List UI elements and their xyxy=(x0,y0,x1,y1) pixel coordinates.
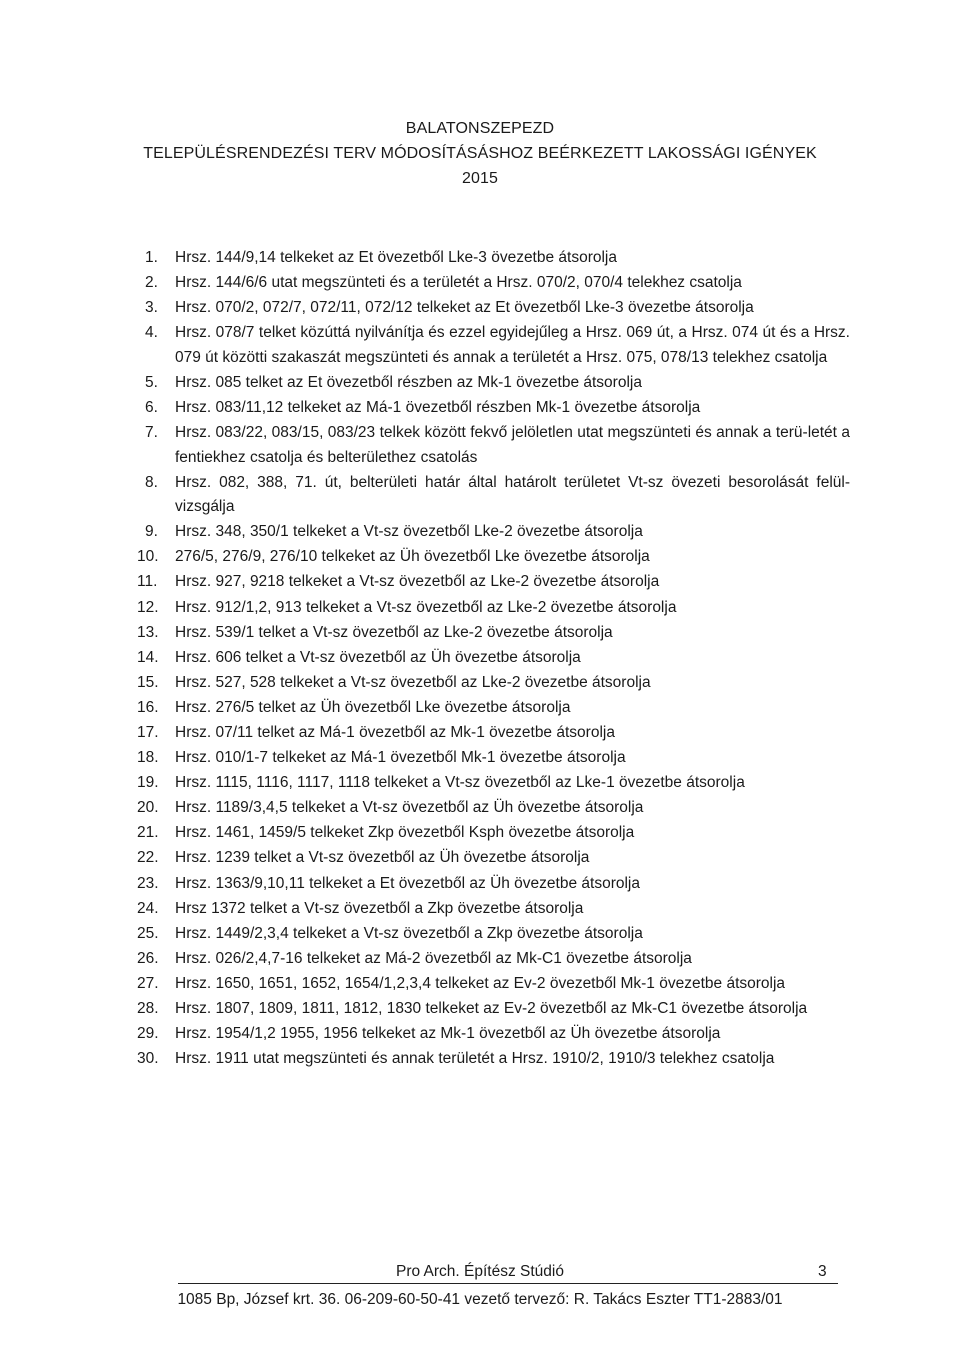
item-number: 20. xyxy=(137,799,159,817)
list-item xyxy=(0,520,960,545)
item-number: 15. xyxy=(137,673,159,691)
item-number: 9. xyxy=(145,523,158,541)
item-text: Hrsz. 1461, 1459/5 telkeket Zkp övezetből Ksph övezetbe átsorolja xyxy=(175,824,635,842)
item-text: Hrsz. 085 telket az Et övezetből részben az Mk-1 övezetbe átsorolja xyxy=(175,373,642,391)
item-text: Hrsz. 078/7 telket közúttá nyilvánítja és ezzel egyidejűleg a Hrsz. 069 út, a Hrsz. 074 út és a Hrsz. 079 út közötti szakaszát megszünteti és annak a területét a Hrsz. 075, 078/13 telekhez csatolja xyxy=(175,324,850,366)
footer-address: 1085 Bp, József krt. 36. 06-209-60-50-41 vezető tervező: R. Takács Eszter TT1-2883/01 xyxy=(177,1291,783,1308)
item-number: 22. xyxy=(137,849,159,867)
list-item xyxy=(0,771,960,796)
list-item xyxy=(0,421,960,470)
item-text: Hrsz. 026/2,4,7-16 telkeket az Má-2 övezetből az Mk-C1 övezetbe átsorolja xyxy=(175,949,692,967)
item-text: Hrsz. 927, 9218 telkeket a Vt-sz övezetből az Lke-2 övezetbe átsorolja xyxy=(175,573,660,591)
item-text: Hrsz. 1954/1,2 1955, 1956 telkeket az Mk-1 övezetből az Üh övezetbe átsorolja xyxy=(175,1025,721,1043)
item-text: Hrsz. 276/5 telket az Üh övezetből Lke övezetbe átsorolja xyxy=(175,698,571,716)
item-number: 28. xyxy=(137,1000,159,1018)
item-number: 23. xyxy=(137,874,159,892)
list-item xyxy=(0,997,960,1022)
list-item xyxy=(0,922,960,947)
item-text: Hrsz. 144/6/6 utat megszünteti és a területét a Hrsz. 070/2, 070/4 telekhez csatolja xyxy=(175,274,742,292)
municipality-name: BALATONSZEPEZD xyxy=(405,120,555,137)
item-text: Hrsz. 606 telket a Vt-sz övezetből az Üh övezetbe átsorolja xyxy=(175,648,581,666)
item-number: 6. xyxy=(145,398,158,416)
item-number: 7. xyxy=(145,424,158,442)
item-number: 10. xyxy=(137,548,159,566)
item-number: 25. xyxy=(137,924,159,942)
list-item xyxy=(0,471,960,520)
item-text: Hrsz. 1449/2,3,4 telkeket a Vt-sz övezetből a Zkp övezetbe átsorolja xyxy=(175,924,643,942)
footer-divider xyxy=(178,1283,838,1284)
list-item xyxy=(0,646,960,671)
item-text: Hrsz. 1239 telket a Vt-sz övezetből az Üh övezetbe átsorolja xyxy=(175,849,590,867)
list-item xyxy=(0,321,960,370)
item-number: 27. xyxy=(137,974,159,992)
item-number: 17. xyxy=(137,724,159,741)
item-text: Hrsz. 010/1-7 telkeket az Má-1 övezetből Mk-1 övezetbe átsorolja xyxy=(175,749,626,767)
item-number: 18. xyxy=(137,749,159,767)
item-text: Hrsz. 1911 utat megszünteti és annak területét a Hrsz. 1910/2, 1910/3 telekhez csatolja xyxy=(175,1050,775,1068)
list-item xyxy=(0,271,960,296)
item-text: Hrsz. 1807, 1809, 1811, 1812, 1830 telkeket az Ev-2 övezetből az Mk-C1 övezetbe átsorolja xyxy=(175,1000,808,1018)
item-number: 14. xyxy=(137,648,159,666)
item-text: 276/5, 276/9, 276/10 telkeket az Üh övezetből Lke övezetbe átsorolja xyxy=(175,548,650,566)
document-year: 2015 xyxy=(462,170,498,187)
list-item xyxy=(0,821,960,846)
item-text: Hrsz. 912/1,2, 913 telkeket a Vt-sz övezetből az Lke-2 övezetbe átsorolja xyxy=(175,598,677,616)
item-number: 8. xyxy=(145,473,158,491)
list-item xyxy=(0,746,960,771)
item-number: 12. xyxy=(137,598,159,616)
list-item xyxy=(0,396,960,421)
item-number: 19. xyxy=(137,774,159,792)
item-number: 1. xyxy=(145,249,158,266)
request-list xyxy=(0,246,960,1072)
item-text: Hrsz. 1363/9,10,11 telkeket a Et övezetből az Üh övezetbe átsorolja xyxy=(175,874,640,892)
item-number: 30. xyxy=(137,1050,159,1068)
item-number: 5. xyxy=(145,373,158,391)
item-number: 11. xyxy=(137,573,158,591)
item-text: Hrsz. 083/22, 083/15, 083/23 telkek között fekvő jelöletlen utat megszünteti és annak a terü-letét a fentiekhez csatolja és belterülethez csatolás xyxy=(175,424,850,466)
list-item xyxy=(0,796,960,821)
list-item xyxy=(0,246,960,271)
item-number: 16. xyxy=(137,698,159,716)
item-text: Hrsz. 348, 350/1 telkeket a Vt-sz övezetből Lke-2 övezetbe átsorolja xyxy=(175,523,643,541)
list-item xyxy=(0,846,960,871)
list-item xyxy=(0,545,960,570)
item-number: 4. xyxy=(145,324,158,342)
list-item xyxy=(0,696,960,721)
list-item xyxy=(0,621,960,646)
item-text: Hrsz. 07/11 telket az Má-1 övezetből az Mk-1 övezetbe átsorolja xyxy=(175,724,615,741)
item-text: Hrsz. 144/9,14 telkeket az Et övezetből Lke-3 övezetbe átsorolja xyxy=(175,249,617,266)
item-text: Hrsz. 539/1 telket a Vt-sz övezetből az Lke-2 övezetbe átsorolja xyxy=(175,623,613,641)
item-text: Hrsz 1372 telket a Vt-sz övezetből a Zkp övezetbe átsorolja xyxy=(175,899,584,917)
list-item xyxy=(0,1047,960,1072)
item-text: Hrsz. 070/2, 072/7, 072/11, 072/12 telkeket az Et övezetből Lke-3 övezetbe átsorolja xyxy=(175,299,754,317)
item-number: 26. xyxy=(137,949,159,967)
item-number: 13. xyxy=(137,623,159,641)
item-number: 2. xyxy=(145,274,158,292)
list-item xyxy=(0,721,960,746)
page-number: 3 xyxy=(818,1263,827,1280)
list-item xyxy=(0,371,960,396)
document-header xyxy=(0,116,960,191)
item-text: Hrsz. 083/11,12 telkeket az Má-1 övezetből részben Mk-1 övezetbe átsorolja xyxy=(175,398,701,416)
list-item xyxy=(0,972,960,997)
item-number: 29. xyxy=(137,1025,159,1043)
list-item xyxy=(0,671,960,696)
item-text: Hrsz. 527, 528 telkeket a Vt-sz övezetből az Lke-2 övezetbe átsorolja xyxy=(175,673,651,691)
item-text: Hrsz. 1189/3,4,5 telkeket a Vt-sz övezetből az Üh övezetbe átsorolja xyxy=(175,799,644,817)
list-item xyxy=(0,947,960,972)
list-item xyxy=(0,570,960,595)
item-number: 24. xyxy=(137,899,159,917)
list-item xyxy=(0,296,960,321)
list-item xyxy=(0,897,960,922)
item-text: Hrsz. 1115, 1116, 1117, 1118 telkeket a Vt-sz övezetből az Lke-1 övezetbe átsorolja xyxy=(175,774,745,792)
item-text: Hrsz. 082, 388, 71. út, belterületi határ által határolt területet Vt-sz övezeti besorolását felül-vizsgálja xyxy=(175,473,850,516)
item-number: 21. xyxy=(137,824,159,842)
item-text: Hrsz. 1650, 1651, 1652, 1654/1,2,3,4 telkeket az Ev-2 övezetből Mk-1 övezetbe átsorolja xyxy=(175,974,786,992)
list-item xyxy=(0,872,960,897)
list-item xyxy=(0,1022,960,1047)
list-item xyxy=(0,596,960,621)
document-title: TELEPÜLÉSRENDEZÉSI TERV MÓDOSÍTÁSÁSHOZ BEÉRKEZETT LAKOSSÁGI IGÉNYEK xyxy=(143,145,817,162)
item-number: 3. xyxy=(145,299,158,317)
footer-studio-name: Pro Arch. Építész Stúdió xyxy=(395,1263,564,1280)
